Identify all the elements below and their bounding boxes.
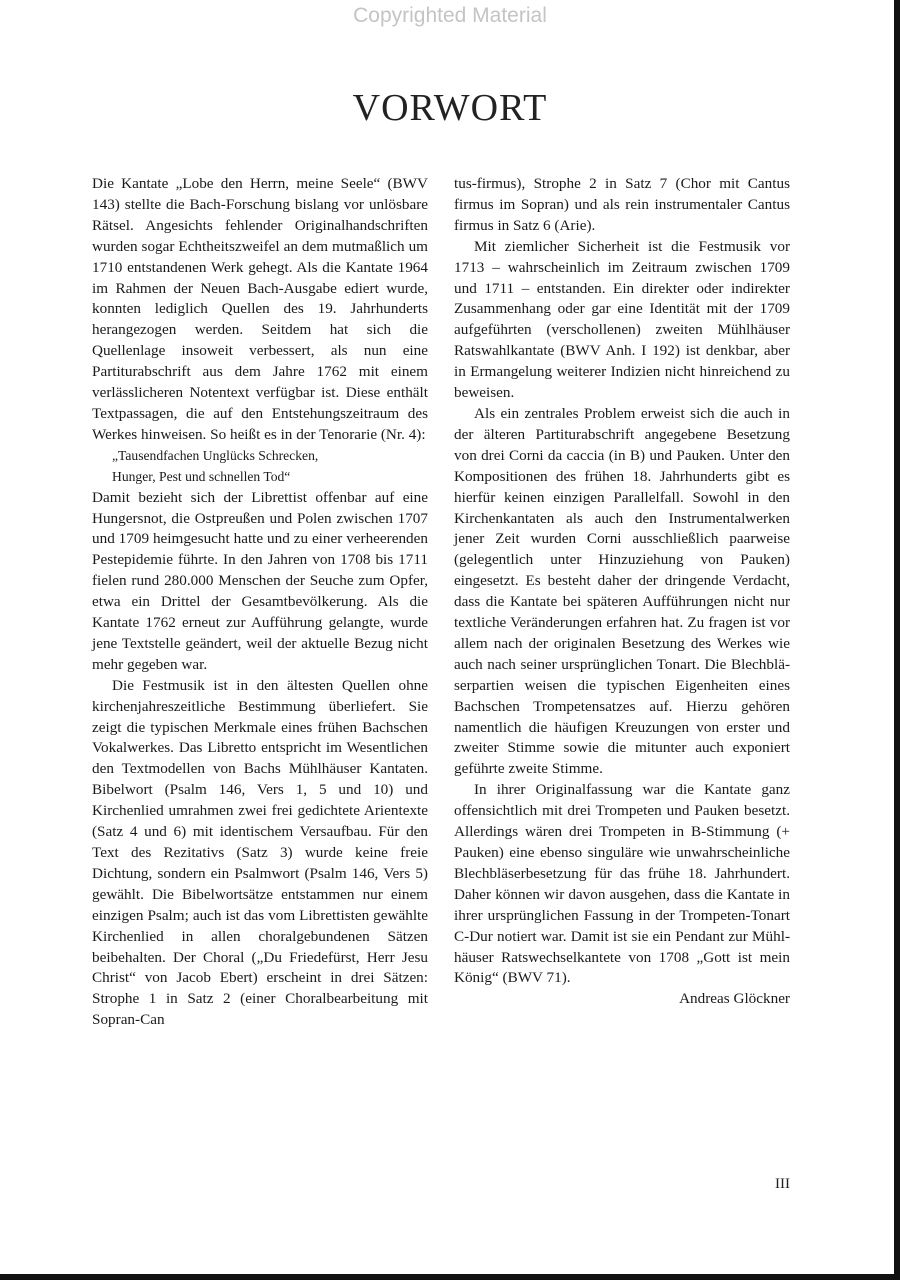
paragraph-6: In ihrer Originalfassung war die Kantate ganz offensichtlich mit drei Trompeten und Pauken besetzt. Allerdings wären drei Trompeten in B-Stimmung (+ Pauken) eine ebenso singuläre wie unwahrscheinliche Blechbläserbesetzung für das frühe 18. Jahrhundert. Daher können wir davon ausgehen, dass die Kantate in ihrer ursprünglichen Fassung in der Trompeten-Tonart C-Dur notiert war. Damit ist sie ein Pendant zur Mühlhäuser Ratswechselkantete von 1708 „Gott ist mein König“ (BWV 71). xyxy=(454,781,790,987)
quote-line-2: Hunger, Pest und schnellen Tod“ xyxy=(112,468,291,484)
paragraph-4: Mit ziemlicher Sicherheit ist die Festmusik vor 1713 – wahrscheinlich im Zeitraum zwischen 1709 und 1711 – entstanden. Ein direkter oder indirekter Zusammenhang oder gar eine Identität mit der 1709 aufgeführten (verschollenen) zweiten Mühlhäuser Ratswahlkantate (BWV Anh. I 192) ist denkbar, aber in Ermangelung weiterer Indizien nicht hinreichend zu beweisen. xyxy=(454,237,790,402)
paragraph-1: Die Kantate „Lobe den Herrn, meine Seele“ (BWV 143) stellte die Bach-Forschung bislang vor unlösbare Rätsel. Angesichts fehlender Originalhandschriften wurden sogar Echtheitszweifel an dem mutmaßlich um 1710 entstandenen Werk gehegt. Als die Kantate 1964 im Rahmen der Neuen Bach-Ausgabe ediert wurde, konnten lediglich Quellen des 19. Jahrhunderts herangezogen werden. Seitdem hat sich die Quellenlage insoweit verbessert, als nun eine Partiturabschrift aus dem Jahre 1762 mit einem verlässlicheren Notentext verfügbar ist. Diese enthält Textpassagen, die auf den Entstehungszeitraum des Werkes hinweisen. So heißt es in der Tenorarie (Nr. 4): xyxy=(92,175,428,443)
paragraph-3: Die Festmusik ist in den ältesten Quellen ohne kirchenjahreszeitliche Bestimmung überliefert. Sie zeigt die typischen Merkmale eines frühen Bachschen Vokalwerkes. Das Libretto entspricht im Wesentlichen den Textmodellen von Bachs Mühlhäuser Kantaten. Bibelwort (Psalm 146, Vers 1, 5 und 10) und Kirchenlied umrahmen zwei frei gedichtete Arientexte (Satz 4 und 6) mit identischem Versaufbau. Für den Text des Rezitativs (Satz 3) wurde keine freie Dichtung, sondern ein Psalmwort (Psalm 146, Vers 5) gewählt. Die Bibelwortsätze entstammen nur einem einzigen Psalm; auch ist das vom Librettisten gewählte Kirchenlied in allen choralgebundenen Sätzen beibehalten. Der Choral („Du Friedefürst, Herr Jesu Christ“ von Jacob Ebert) erscheint in drei Sätzen: Strophe 1 in Satz 2 (einer Choralbearbeitung mit Sopran-Can xyxy=(92,676,428,1029)
paragraph-5: Als ein zentrales Problem erweist sich die auch in der älteren Partiturabschrift angegebene Besetzung von drei Corni da caccia (in B) und Pauken. Unter den Kompositionen des frühen 18. Jahrhunderts gibt es hierfür keinen einzigen Parallelfall. Sowohl in den Kirchenkantaten als auch den Instrumentalwerken jener Zeit wurden Corni ausschließlich paarweise (gelegentlich unter Hinzuziehung von Pauken) eingesetzt. Es besteht daher der dringende Verdacht, dass die Kantate bei späteren Aufführungen nicht nur textliche Veränderungen erfahren hat. Zu fragen ist vor allem nach der originalen Besetzung des Werkes wie auch nach seiner ursprünglichen Tonart. Die Blechbläserpartien weisen die typischen Eigenheiten eines Bachschen Trompetensatzes auf. Hierzu gehören namentlich die häufigen Kreuzungen von erster und zweiter Stimme sowie die mitunter auch exponiert geführte zweite Stimme. xyxy=(454,404,790,778)
author-signature: Andreas Glöckner xyxy=(679,990,790,1008)
page-edge-bottom xyxy=(0,1274,900,1280)
left-column xyxy=(92,174,428,1031)
block-quote xyxy=(92,446,428,488)
page-edge-right xyxy=(894,0,900,1280)
page-number: III xyxy=(775,1176,790,1192)
quote-line-1: „Tausendfachen Unglücks Schrecken, xyxy=(112,447,319,463)
right-column xyxy=(454,174,790,1010)
copyright-watermark: Copyrighted Material xyxy=(353,4,547,27)
page-title: VORWORT xyxy=(352,87,548,129)
paragraph-2: Damit bezieht sich der Librettist offenbar auf eine Hungersnot, die Ostpreußen und Polen zwischen 1707 und 1709 heimgesucht hatte und zu einer verheerenden Pestepidemie führte. In den Jahren von 1708 bis 1711 fielen rund 280.000 Menschen der Seuche zum Opfer, etwa ein Drittel der Gesamtbevölkerung. Als die Kantate 1762 erneut zur Aufführung gelangte, wurde jene Textstelle geändert, weil der aktuelle Bezug nicht mehr gegeben war. xyxy=(92,488,428,673)
paragraph-continuation: tus-firmus), Strophe 2 in Satz 7 (Chor mit Cantus firmus im Sopran) und als rein instrumentaler Cantus firmus in Satz 6 (Arie). xyxy=(454,175,790,234)
